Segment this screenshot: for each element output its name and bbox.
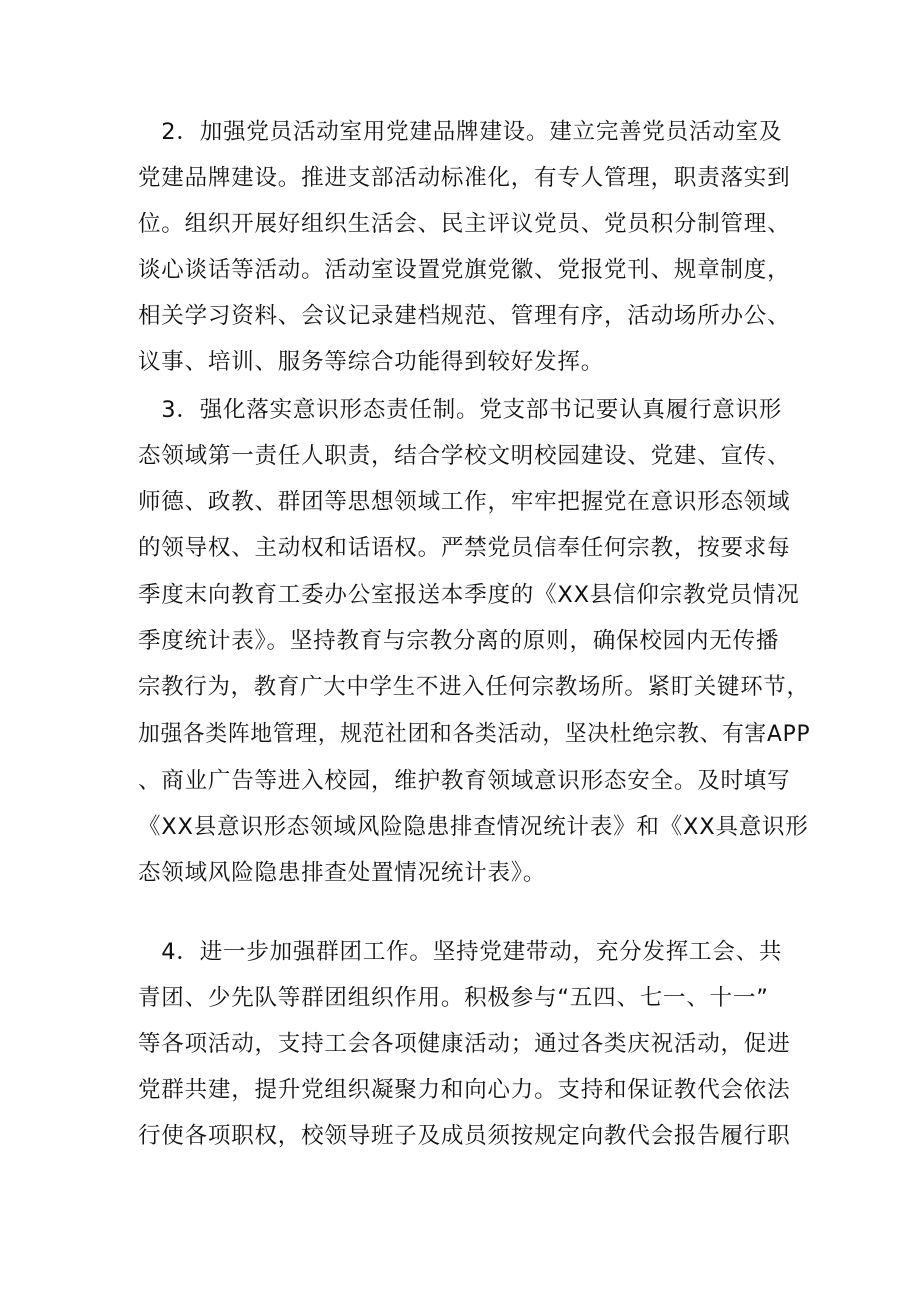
paragraph-3-line-1: 3．强化落实意识形态责任制。党支部书记要认真履行意识形	[138, 397, 783, 423]
paragraph-2-line-1: 2．加强党员活动室用党建品牌建设。建立完善党员活动室及	[138, 119, 783, 145]
paragraph-3-line-8: 加强各类阵地管理，规范社团和各类活动，坚决杜绝宗教、有害APP	[138, 721, 811, 747]
paragraph-2-line-6: 议事、培训、服务等综合功能得到较好发挥。	[138, 349, 605, 375]
paragraph-3-line-11: 态领域风险隐患排查处置情况统计表》。	[138, 860, 547, 886]
paragraph-3-line-6: 季度统计表》。坚持教育与宗教分离的原则，确保校园内无传播	[138, 628, 780, 654]
paragraph-3-line-5: 季度末向教育工委办公室报送本季度的《XX县信仰宗教党员情况	[138, 582, 800, 608]
paragraph-4-line-3: 等各项活动，支持工会各项健康活动；通过各类庆祝活动，促进	[138, 1031, 791, 1057]
paragraph-4-line-4: 党群共建，提升党组织凝聚力和向心力。支持和保证教代会依法	[138, 1077, 791, 1103]
paragraph-2-line-2: 党建品牌建设。推进支部活动标准化，有专人管理，职责落实到	[138, 165, 791, 191]
paragraph-3-line-2: 态领域第一责任人职责，结合学校文明校园建设、党建、宣传、	[138, 443, 791, 469]
paragraph-2-line-4: 谈心谈话等活动。活动室设置党旗党徽、党报党刊、规章制度，	[138, 257, 791, 283]
paragraph-2-line-3: 位。组织开展好组织生活会、民主评议党员、党员积分制管理、	[138, 211, 791, 237]
paragraph-4-line-5: 行使各项职权，校领导班子及成员须按规定向教代会报告履行职	[138, 1123, 791, 1149]
paragraph-3-line-7: 宗教行为，教育广大中学生不进入任何宗教场所。紧盯关键环节，	[138, 674, 810, 700]
paragraph-3-line-10: 《XX县意识形态领域风险隐患排查情况统计表》和《XX具意识形	[138, 814, 809, 840]
paragraph-3-line-3: 师德、政教、群团等思想领域工作，牢牢把握党在意识形态领域	[138, 489, 791, 515]
paragraph-3-line-9: 、商业广告等进入校园，维护教育领域意识形态安全。及时填写	[138, 768, 791, 794]
paragraph-2-line-5: 相关学习资料、会议记录建档规范、管理有序，活动场所办公、	[138, 303, 791, 329]
paragraph-4-line-1: 4．进一步加强群团工作。坚持党建带动，充分发挥工会、共	[138, 939, 783, 965]
paragraph-3-line-4: 的领导权、主动权和话语权。严禁党员信奉任何宗教，按要求每	[138, 535, 791, 561]
paragraph-4-line-2: 青团、少先队等群团组织作用。积极参与“五四、七一、十一”	[138, 985, 769, 1011]
